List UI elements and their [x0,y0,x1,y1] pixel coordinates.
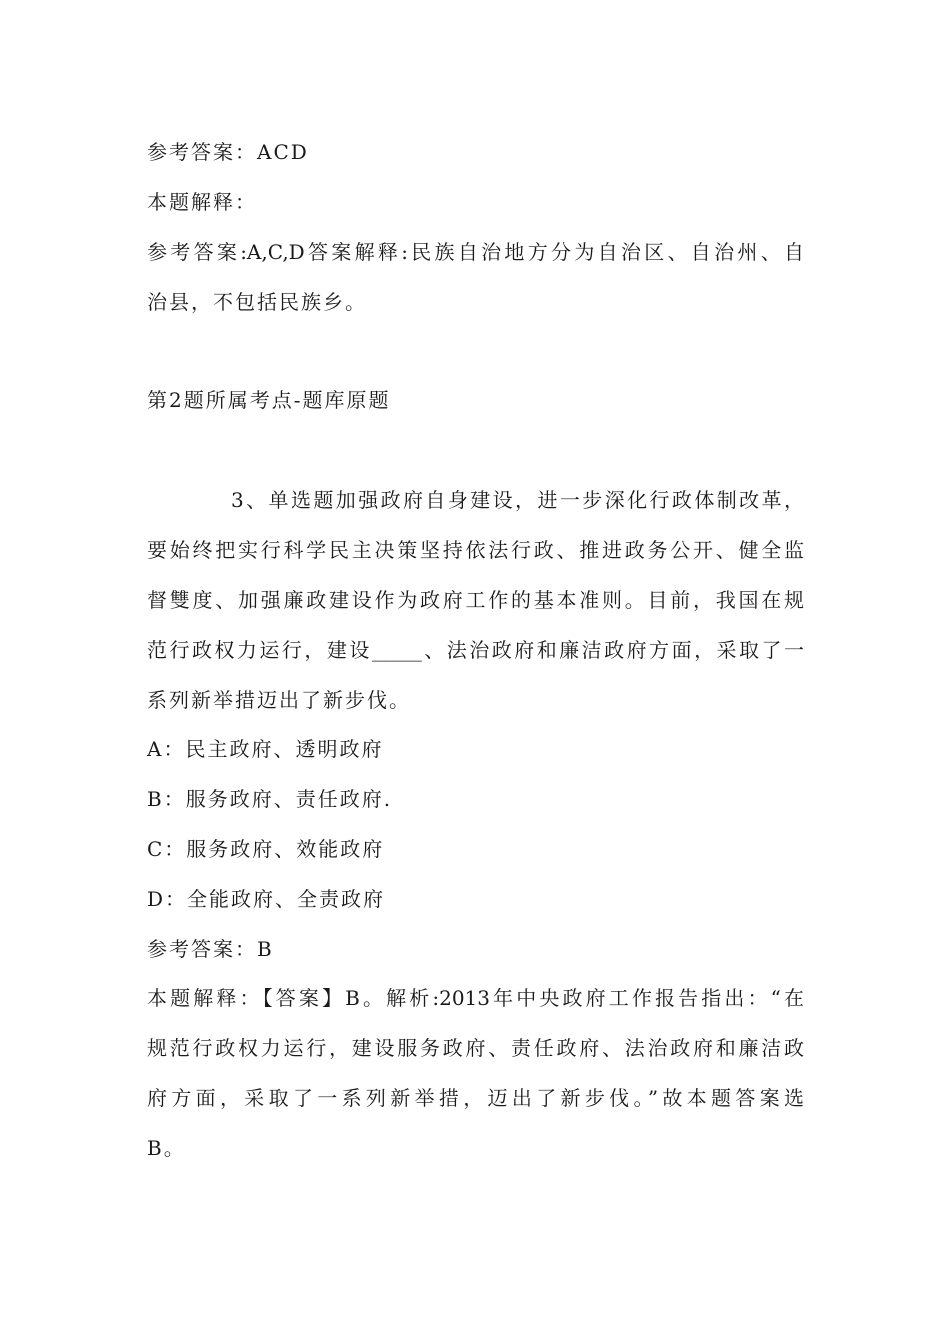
q3-explanation-line: 府方面，采取了一系列新举措，迈出了新步伐。”故本题答案选 [147,1086,804,1110]
q2-answer: 参考答案：ACD [147,140,309,164]
q3-explanation-line: 规范行政权力运行，建设服务政府、责任政府、法治政府和廉洁政 [147,1036,804,1060]
q3-answer: 参考答案：B [147,937,274,961]
q3-question-line: 范行政权力运行，建设_____、法治政府和廉洁政府方面，采取了一 [147,638,804,662]
q2-explanation-line: 治县，不包括民族乡。 [147,290,367,314]
q3-question-line: 督雙度、加强廉政建设作为政府工作的基本准则。目前，我国在规 [147,588,804,612]
q2-topic: 第2题所属考点-题库原题 [147,388,391,412]
q3-option-b: B：服务政府、责任政府. [147,787,393,811]
q3-option-a: A：民主政府、透明政府 [147,737,384,761]
q3-question-line: 要始终把实行科学民主决策坚持依法行政、推进政务公开、健全监 [147,538,804,562]
q3-question-line: 3、单选题加强政府自身建设，进一步深化行政体制改革， [231,488,804,512]
q3-option-d: D：全能政府、全责政府 [147,887,386,911]
q3-question-line: 系列新举措迈出了新步伐。 [147,688,411,712]
q2-explanation-line: 参考答案:A,C,D答案解释:民族自治地方分为自治区、自治州、自 [147,240,804,264]
q2-explanation-label: 本题解释： [147,190,257,214]
q3-explanation-line: B。 [147,1136,186,1160]
q3-explanation-line: 本题解释：【答案】B。解析:2013年中央政府工作报告指出：“在 [147,986,804,1010]
q3-option-c: C：服务政府、效能政府 [147,837,385,861]
